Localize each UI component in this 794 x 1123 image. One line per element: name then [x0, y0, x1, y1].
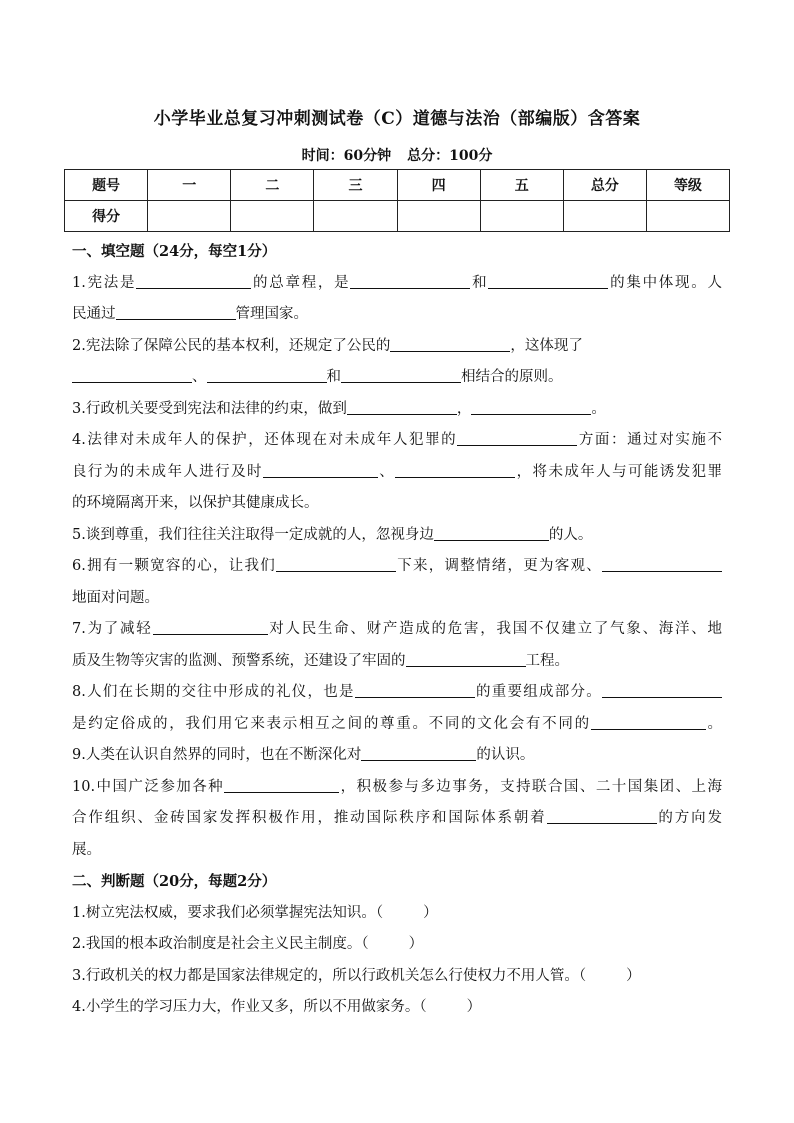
question-text: 方面：通过对实施不: [577, 432, 722, 448]
judgement-item: [72, 929, 722, 961]
answer-blank[interactable]: [390, 335, 510, 351]
question-line: [72, 614, 722, 646]
answer-blank[interactable]: [224, 776, 339, 792]
paren-open: （: [361, 936, 369, 952]
question-line: [72, 394, 722, 426]
question-text: 工程。: [525, 652, 569, 669]
exam-content: [72, 236, 722, 1024]
answer-blank[interactable]: [406, 650, 526, 666]
score-header-cell: 三: [314, 170, 397, 201]
question-text: 相结合的原则。: [461, 369, 563, 385]
question-text: 。: [591, 400, 606, 417]
answer-blank[interactable]: [116, 304, 236, 320]
paren-close: ）: [408, 936, 424, 952]
question-text: 的集中体现。人: [608, 274, 723, 291]
score-header-cell: 题号: [65, 170, 148, 201]
page-title: 小学毕业总复习冲刺测试卷（C）道德与法治（部编版）含答案: [153, 109, 641, 129]
section2-title: 二、判断题（20分，每题2分）: [72, 873, 277, 890]
answer-blank[interactable]: [395, 461, 515, 477]
question-text: 展。: [72, 841, 101, 858]
score-cell[interactable]: [646, 201, 729, 232]
paren-close: ）: [423, 904, 438, 921]
answer-blank[interactable]: [355, 682, 475, 698]
question-text: 民通过: [72, 306, 116, 322]
score-header-cell: 一: [148, 170, 231, 201]
question-text: 的人。: [548, 526, 593, 543]
score-header-cell: 总分: [563, 170, 646, 201]
question-line: [72, 646, 722, 678]
question-text: 合作组织、金砖国家发挥积极作用，推动国际秩序和国际体系朝着: [72, 810, 547, 826]
judgement-item: [72, 992, 722, 1024]
question-text: 管理国家。: [235, 306, 308, 322]
question-line: [72, 488, 722, 520]
question-text: 6.拥有一颗宽容的心，让我们: [72, 558, 277, 574]
question-text: 4.小学生的学习压力大，作业又多，所以不用做家务。: [72, 999, 420, 1015]
score-cell[interactable]: [231, 201, 314, 232]
question-text: 5.谈到尊重，我们往往关注取得一定成就的人，忽视身边: [72, 526, 434, 543]
question-text: 、: [192, 369, 207, 385]
score-header-cell: 五: [480, 170, 563, 201]
question-text: ，这体现了: [510, 337, 583, 354]
question-text: 和: [470, 274, 489, 291]
question-text: 7.为了减轻: [72, 621, 153, 637]
score-table-header-row: [65, 170, 730, 201]
exam-info: [0, 145, 794, 165]
question-text: 良行为的未成年人进行及时: [72, 463, 263, 480]
paren-close: ）: [466, 999, 482, 1015]
paren-open: （: [578, 967, 587, 984]
score-cell[interactable]: [563, 201, 646, 232]
question-line: [72, 709, 722, 741]
answer-blank[interactable]: [350, 272, 470, 288]
score-row-label: 得分: [65, 201, 148, 232]
question-text: 1.宪法是: [72, 274, 137, 291]
question-text: 、: [377, 463, 396, 480]
question-text: 对人民生命、财产造成的危害，我国不仅建立了气象、海洋、地: [267, 621, 722, 637]
question-text: 2.我国的根本政治制度是社会主义民主制度。: [72, 936, 362, 952]
paren-close: ）: [626, 967, 641, 984]
answer-blank[interactable]: [136, 272, 251, 288]
question-text: 1.树立宪法权威，要求我们必须掌握宪法知识。: [72, 904, 376, 921]
answer-blank[interactable]: [361, 745, 476, 761]
paren-open: （: [419, 999, 427, 1015]
score-header-cell: 四: [397, 170, 480, 201]
answer-blank[interactable]: [488, 272, 608, 288]
question-line: [72, 803, 722, 835]
score-cell[interactable]: [314, 201, 397, 232]
time-label: 时间：60分钟: [301, 148, 392, 164]
score-table: [64, 169, 730, 232]
score-cell[interactable]: [480, 201, 563, 232]
question-text: 的环境隔离开来，以保护其健康成长。: [72, 495, 319, 511]
question-line: [72, 425, 722, 457]
question-text: 质及生物等灾害的监测、预警系统，还建设了牢固的: [72, 652, 406, 669]
score-cell[interactable]: [148, 201, 231, 232]
question-line: [72, 331, 722, 363]
question-text: 的认识。: [476, 747, 535, 763]
total-label: 总分：100分: [407, 148, 493, 164]
score-header-cell: 二: [231, 170, 314, 201]
answer-blank[interactable]: [471, 398, 591, 414]
answer-blank[interactable]: [276, 556, 396, 572]
score-cell[interactable]: [397, 201, 480, 232]
judgement-item: [72, 961, 722, 993]
question-text: 9.人类在认识自然界的同时，也在不断深化对: [72, 747, 362, 763]
score-table-score-row: [65, 201, 730, 232]
question-line: [72, 268, 722, 300]
question-line: [72, 740, 722, 772]
question-line: [72, 457, 722, 489]
question-text: ，积极参与多边事务，支持联合国、二十国集团、上海: [339, 778, 723, 795]
question-text: 的重要组成部分。: [474, 684, 602, 700]
question-line: [72, 835, 722, 867]
paren-open: （: [375, 904, 384, 921]
answer-blank[interactable]: [591, 713, 706, 729]
answer-blank[interactable]: [602, 556, 722, 572]
question-text: ，: [456, 400, 472, 417]
answer-blank[interactable]: [263, 461, 378, 477]
question-text: 2.宪法除了保障公民的基本权利，还规定了公民的: [72, 337, 391, 354]
question-text: 4.法律对未成年人的保护，还体现在对未成年人犯罪的: [72, 432, 458, 448]
question-text: 8.人们在长期的交往中形成的礼仪，也是: [72, 684, 355, 700]
answer-blank[interactable]: [341, 367, 461, 383]
section1-title: 一、填空题（24分，每空1分）: [72, 243, 277, 260]
question-line: [72, 583, 722, 615]
question-text: 地面对问题。: [72, 589, 159, 606]
question-text: 。: [705, 715, 723, 732]
answer-blank[interactable]: [547, 808, 657, 824]
question-line: [72, 677, 722, 709]
question-text: 是约定俗成的，我们用它来表示相互之间的尊重。不同的文化会有不同的: [72, 715, 591, 732]
question-line: [72, 299, 722, 331]
question-text: 和: [326, 369, 341, 385]
question-line: [72, 551, 722, 583]
score-header-cell: 等级: [646, 170, 729, 201]
answer-blank[interactable]: [434, 524, 549, 540]
question-text: 的方向发: [656, 810, 723, 826]
answer-blank[interactable]: [153, 619, 268, 635]
question-text: ，将未成年人与可能诱发犯罪: [515, 463, 723, 480]
question-line: [72, 520, 722, 552]
answer-blank[interactable]: [207, 367, 327, 383]
answer-blank[interactable]: [457, 430, 577, 446]
question-line: [72, 772, 722, 804]
answer-blank[interactable]: [602, 682, 722, 698]
question-line: [72, 362, 722, 394]
question-text: 的总章程，是: [251, 274, 351, 291]
judgement-item: [72, 898, 722, 930]
question-text: 3.行政机关要受到宪法和法律的约束，做到: [72, 400, 347, 417]
answer-blank[interactable]: [72, 367, 192, 383]
answer-blank[interactable]: [347, 398, 457, 414]
question-text: 3.行政机关的权力都是国家法律规定的，所以行政机关怎么行使权力不用人管。: [72, 967, 579, 984]
question-text: 10.中国广泛参加各种: [72, 778, 225, 795]
question-text: 下来，调整情绪，更为客观、: [396, 558, 602, 574]
